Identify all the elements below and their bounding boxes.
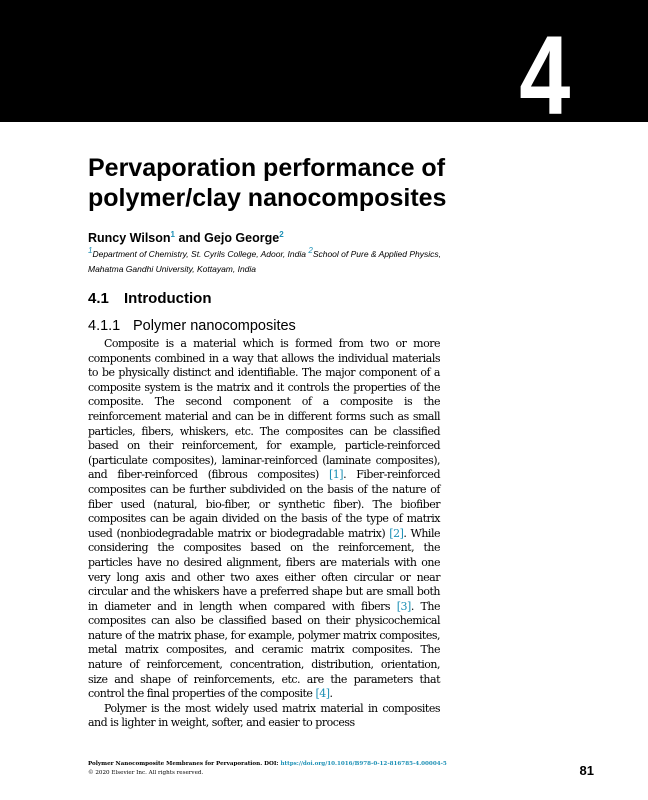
section-heading xyxy=(88,289,211,309)
doi-link[interactable]: https://doi.org/10.1016/B978-0-12-816785-4.00004-5 xyxy=(280,761,447,767)
paragraph-text: . While considering the composites based on the reinforcement, the particles have no desired alignment, fibers are materials with one very long axis and other two axes either often circular or near circular and the whiskers have a preferred shape but are small both in diameter and in length when compared with fibers xyxy=(88,526,440,613)
footer-citation xyxy=(88,760,508,769)
section-title: Introduction xyxy=(124,290,212,307)
citation-link[interactable]: [1] xyxy=(329,468,344,482)
paragraph: Polymer is the most widely used matrix material in composites and is lighter in weight, softer, and easier to process xyxy=(88,701,440,730)
citation-link[interactable]: [4] xyxy=(315,687,330,701)
body-text xyxy=(88,337,440,731)
paragraph-text: . Fiber-reinforced composites can be further subdivided on the basis of the nature of fiber used (natural, bio-fiber, or synthetic fiber). The biofiber composites can be again divided on the basis of the type of matrix used (nonbiodegradable matrix or biodegradable matrix) xyxy=(88,468,440,540)
subsection-title: Polymer nanocomposites xyxy=(133,318,296,334)
citation-link[interactable]: [3] xyxy=(396,599,411,613)
affiliation-text: Department of Chemistry, St. Cyrils College, Adoor, India xyxy=(92,248,309,259)
paragraph-text: . xyxy=(329,687,333,701)
subsection-number: 4.1.1 xyxy=(88,318,121,334)
chapter-number: 4 xyxy=(518,13,570,138)
section-number: 4.1 xyxy=(88,290,109,307)
copyright-notice: © 2020 Elsevier Inc. All rights reserved. xyxy=(88,770,204,776)
journal-title: Polymer Nanocomposite Membranes for Pervaporation. DOI: xyxy=(88,761,281,767)
author-name: Gejo George xyxy=(204,231,280,246)
page-number: 81 xyxy=(579,763,594,778)
author-joiner: and xyxy=(175,231,205,246)
chapter-banner xyxy=(0,0,648,138)
page-footer xyxy=(88,760,508,778)
chapter-title xyxy=(88,153,528,213)
subsection-heading xyxy=(88,316,296,336)
affiliations xyxy=(88,243,448,277)
affiliation-marker: 2 xyxy=(308,246,313,255)
paragraph-text: . The composites can also be classified based on their physicochemical nature of the matrix phase, for example, polymer matrix composites, metal matrix composites, and ceramic matrix composites. The nature of reinforcement, concentration, distribution, orientation, size and shape of reinforcements, etc. are the parameters that control the final properties of the composite xyxy=(88,599,440,701)
chapter-title-line-1: Pervaporation performance of xyxy=(88,154,446,182)
author-affiliation-marker[interactable]: 2 xyxy=(279,230,284,239)
citation-link[interactable]: [2] xyxy=(389,526,404,540)
chapter-title-line-2: polymer/clay nanocomposites xyxy=(88,184,447,212)
author-affiliation-marker[interactable]: 1 xyxy=(170,230,175,239)
paragraph-text: Composite is a material which is formed from two or more components combined in a way that allows the individual materials to be physically distinct and identifiable. The major component of a composite system is the matrix and it controls the properties of the composite. The second component of a composite is the reinforcement material and can be in different forms such as small particles, fibers, whiskers, etc. The composites can be classified based on their reinforcement, for example, particle-reinforced (particulate composites), laminar-reinforced (laminate composites), and fiber-reinforced (fibrous composites) xyxy=(88,337,440,482)
paragraph xyxy=(88,337,440,702)
author-name: Runcy Wilson xyxy=(88,231,171,246)
affiliation-marker: 1 xyxy=(88,246,93,255)
affiliation-text: School of Pure & Applied Physics, Mahatma Gandhi University, Kottayam, India xyxy=(88,248,442,274)
